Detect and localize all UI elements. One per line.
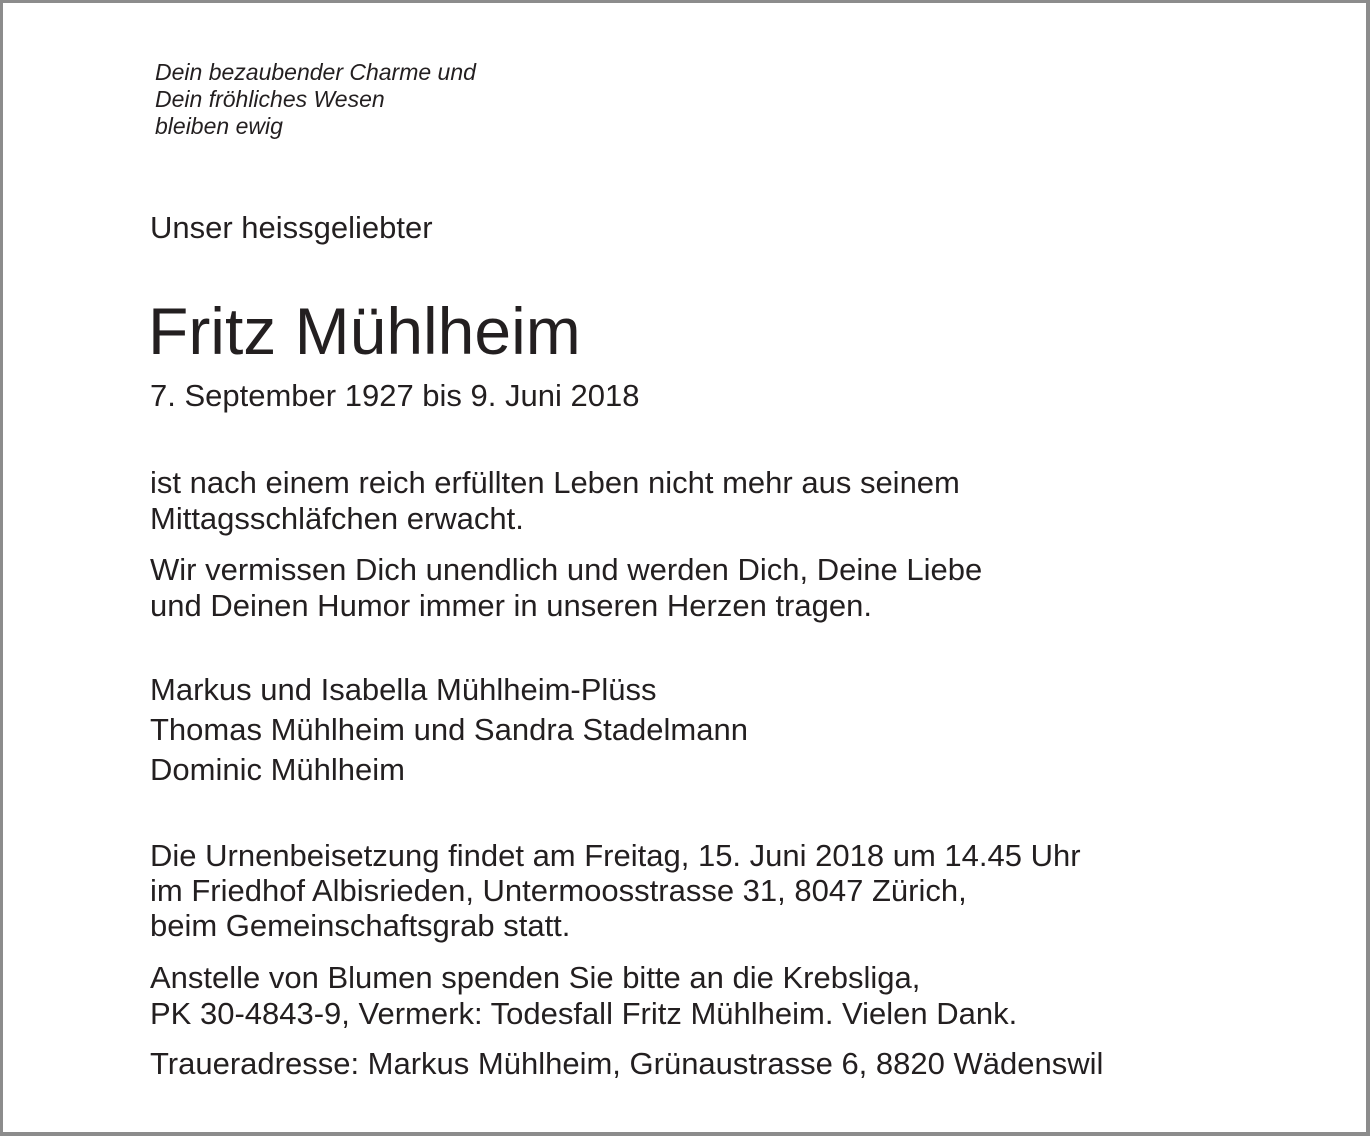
ceremony-line: Die Urnenbeisetzung findet am Freitag, 15. Juni 2018 um 14.45 Uhr bbox=[150, 838, 1081, 873]
intro-text: Unser heissgeliebter bbox=[150, 210, 433, 245]
message-line: und Deinen Humor immer in unseren Herzen tragen. bbox=[150, 588, 872, 623]
ceremony-line: beim Gemeinschaftsgrab statt. bbox=[150, 908, 571, 943]
donation-line: PK 30-4843-9, Vermerk: Todesfall Fritz Mühlheim. Vielen Dank. bbox=[150, 996, 1018, 1031]
message-line: Mittagsschläfchen erwacht. bbox=[150, 501, 524, 536]
message-line: ist nach einem reich erfüllten Leben nicht mehr aus seinem bbox=[150, 465, 960, 500]
life-dates: 7. September 1927 bis 9. Juni 2018 bbox=[150, 378, 640, 413]
motto-line: Dein fröhliches Wesen bbox=[155, 86, 385, 112]
mourning-address: Traueradresse: Markus Mühlheim, Grünaustrasse 6, 8820 Wädenswil bbox=[150, 1046, 1104, 1081]
ceremony-line: im Friedhof Albisrieden, Untermoosstrasse 31, 8047 Zürich, bbox=[150, 873, 967, 908]
deceased-name: Fritz Mühlheim bbox=[148, 294, 581, 368]
mourner-name: Thomas Mühlheim und Sandra Stadelmann bbox=[150, 712, 748, 747]
motto-line: bleiben ewig bbox=[155, 113, 283, 139]
mourner-name: Markus und Isabella Mühlheim-Plüss bbox=[150, 672, 657, 707]
donation-line: Anstelle von Blumen spenden Sie bitte an die Krebsliga, bbox=[150, 960, 921, 995]
mourner-name: Dominic Mühlheim bbox=[150, 752, 405, 787]
message-line: Wir vermissen Dich unendlich und werden Dich, Deine Liebe bbox=[150, 552, 983, 587]
motto-line: Dein bezaubender Charme und bbox=[155, 59, 476, 85]
